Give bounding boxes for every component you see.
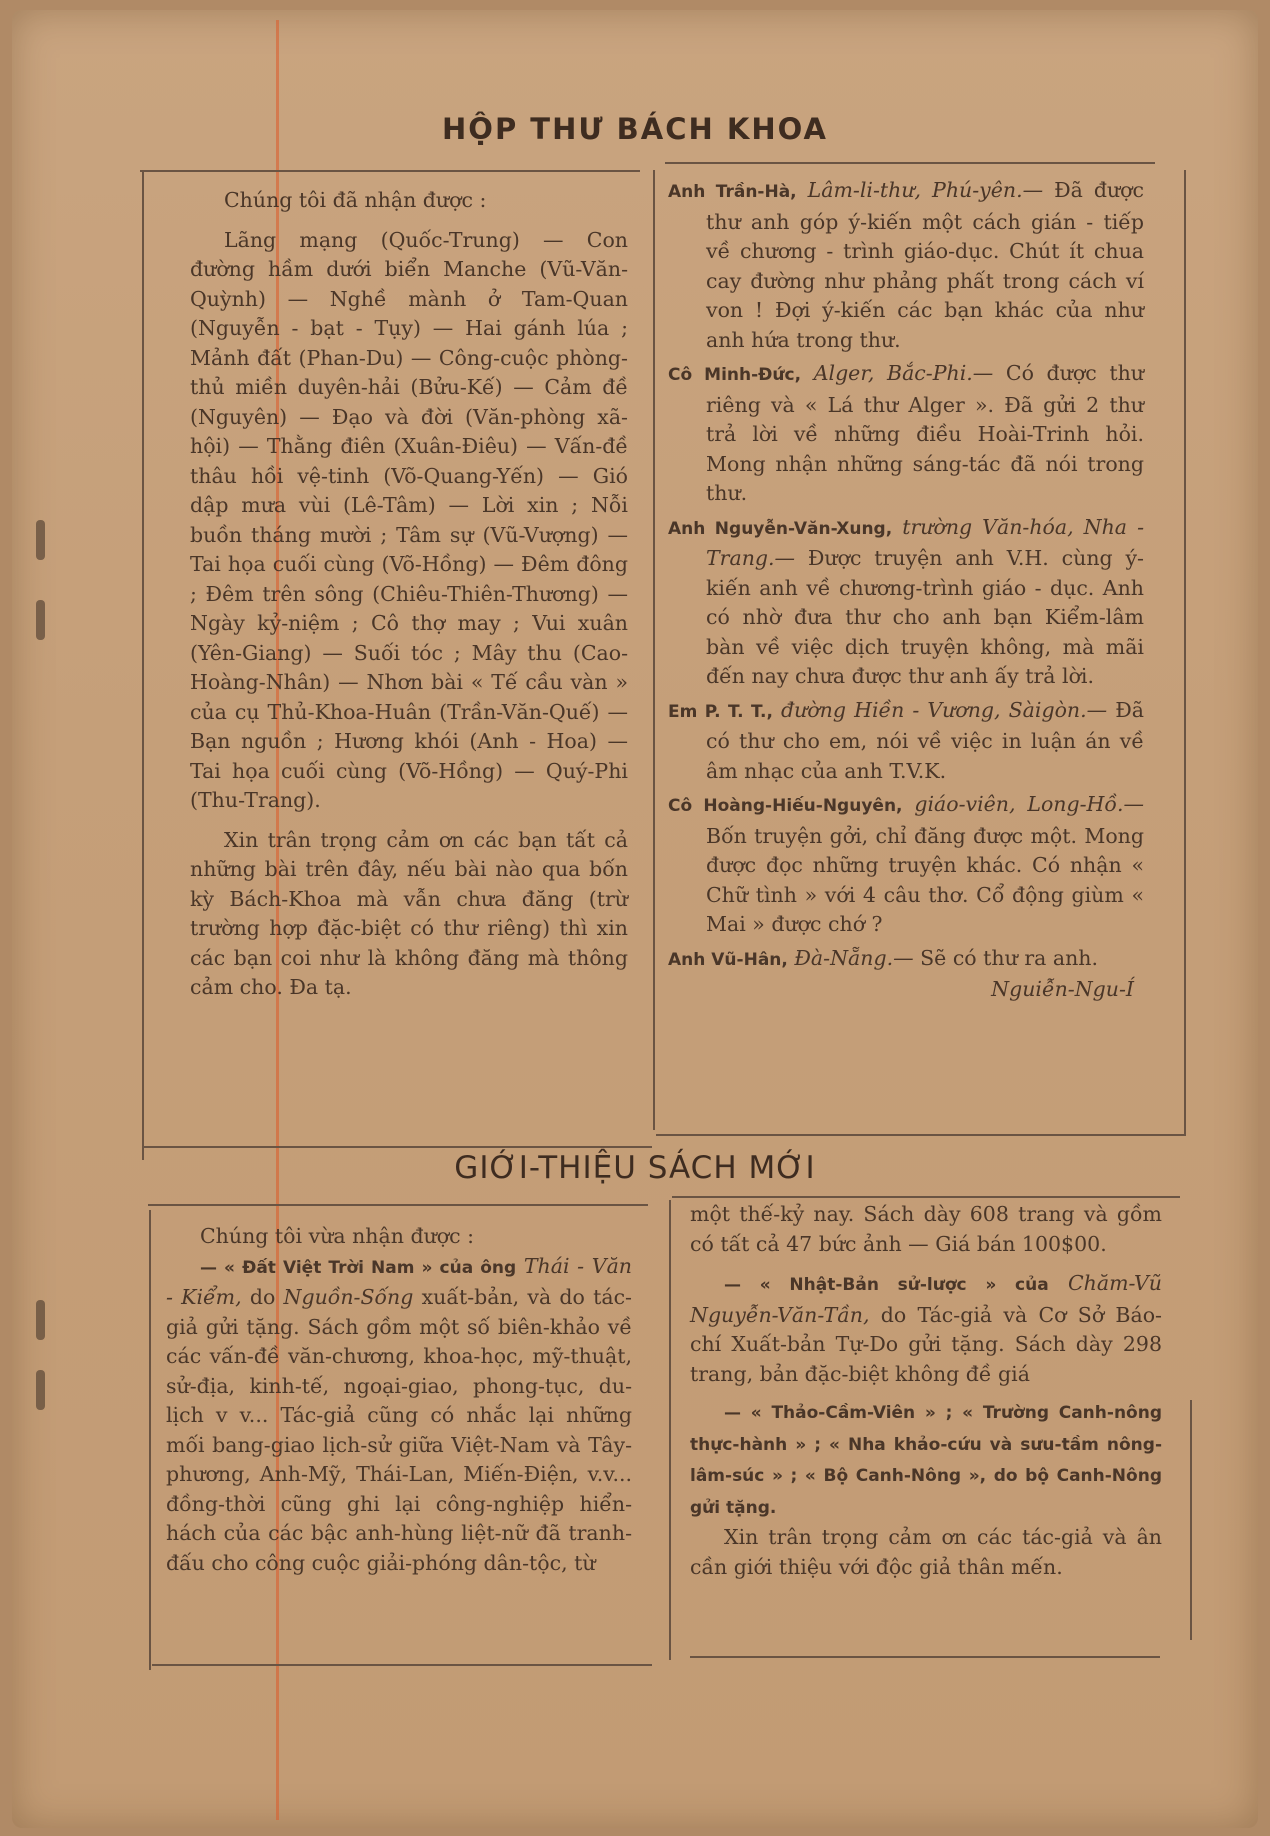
thanks-text: Xin trân trọng cảm ơn các bạn tất cả những bài trên đây, nếu bài nào qua bốn kỳ Bách-Khoa mà vẫn chưa đăng (trừ trường hợp đặc-biệt có thư riêng) thì xin các bạn coi như là không đăng mà thông cảm cho. Đa tạ. bbox=[190, 827, 628, 999]
punch-hole bbox=[36, 1370, 45, 1410]
letter-reply bbox=[668, 944, 1144, 976]
books-thanks: Xin trân trọng cảm ơn các tác-giả và ân cần giới thiệu với độc giả thân mến. bbox=[690, 1525, 1162, 1579]
column-divider bbox=[669, 1200, 671, 1660]
letter-reply bbox=[668, 790, 1144, 940]
letter-text: Bốn truyện gởi, chỉ đăng được một. Mong được đọc những truyện khác. Có nhận « Chữ tình » với 4 câu thơ. Cổ động giùm « Mai » được chớ ? bbox=[706, 823, 1144, 936]
section-title-books: GIỚI-THIỆU SÁCH MỚI bbox=[454, 1150, 816, 1186]
letter-place: trường Văn-hóa, Nha - Trang.— bbox=[706, 514, 1144, 570]
letter-text: Đã có thư cho em, nói về việc in luận án về âm nhạc của anh T.V.K. bbox=[706, 697, 1144, 783]
letter-text: Sẽ có thư ra anh. bbox=[920, 945, 1098, 970]
book-lead: — « Nhật-Bản sử-lược » của bbox=[724, 1275, 1049, 1295]
received-list: Lãng mạng (Quốc-Trung) — Con đường hầm dưới biển Manche (Vũ-Văn-Quỳnh) — Nghề mành ở Tam-Quan (Nguyễn - bạt - Tụy) — Hai gánh lúa ; Mảnh đất (Phan-Du) — Công-cuộc phòng-thủ miền duyên-hải (Bửu-Kế) — Cảm đề (Nguyên) — Đạo và đời (Văn-phòng xã-hội) — Thằng điên (Xuân-Điêu) — Vấn-đề thâu hồi vệ-tinh (Võ-Quang-Yến) — Gió dập mưa vùi (Lê-Tâm) — Lời xin ; Nỗi buồn tháng mười ; Tâm sự (Vũ-Vượng) — Tai họa cuối cùng (Võ-Hồng) — Đêm đông ; Đêm trên sông (Chiêu-Thiên-Thương) — Ngày kỷ-niệm ; Cô thợ may ; Vui xuân (Yên-Giang) — Suối tóc ; Mây thu (Cao-Hoàng-Nhân) — Nhơn bài « Tế cầu vàn » của cụ Thủ-Khoa-Huân (Trần-Văn-Quế) — Bạn nguồn ; Hương khói (Anh - Hoa) — Tai họa cuối cùng (Võ-Hồng) — Quý-Phi (Thu-Trang). bbox=[190, 227, 628, 812]
frame-rule bbox=[1184, 170, 1186, 1135]
book-connector: do bbox=[249, 1285, 276, 1309]
book-author: Thái - Văn - Kiểm, bbox=[166, 1253, 632, 1309]
books-left-column bbox=[166, 1222, 632, 1578]
book-description: do Tác-giả và Cơ Sở Báo-chí Xuất-bản Tự-Do gửi tặng. Sách dày 298 trang, bản đặc-biệt không đề giá bbox=[690, 1302, 1162, 1386]
letter-recipient: Cô Minh-Đức, bbox=[668, 365, 802, 385]
book-author: Chăm-Vũ Nguyễn-Văn-Tần, bbox=[690, 1271, 1162, 1327]
book-entry bbox=[690, 1397, 1162, 1523]
letter-recipient: Em P. T. T., bbox=[668, 701, 773, 722]
editor-signature: Nguiễn-Ngu-Í bbox=[991, 977, 1134, 1001]
letter-reply bbox=[668, 513, 1144, 692]
book-description-cont: một thế-kỷ nay. Sách dày 608 trang và gồm có tất cả 47 bức ảnh — Giá bán 100$00. bbox=[690, 1202, 1162, 1256]
letter-reply bbox=[668, 696, 1144, 787]
frame-rule bbox=[140, 170, 640, 172]
letter-text: Được truyện anh V.H. cùng ý-kiến anh về chương-trình giáo - dục. Anh có nhờ đưa thư cho anh bạn Kiểm-lâm bàn về việc dịch truyện không, mà mãi đến nay chưa được thư anh ấy trả lời. bbox=[706, 546, 1144, 688]
letter-place: giáo-viên, Long-Hồ.— bbox=[914, 792, 1144, 816]
punch-hole bbox=[36, 1300, 45, 1340]
letter-recipient: Anh Nguyễn-Văn-Xung, bbox=[668, 518, 893, 539]
letters-left-column bbox=[190, 186, 628, 1003]
book-entry bbox=[166, 1252, 632, 1579]
letter-place: Alger, Bắc-Phi.— bbox=[813, 361, 994, 385]
frame-rule bbox=[1190, 1400, 1192, 1640]
frame-rule bbox=[149, 1210, 151, 1670]
letter-text: Có được thư riêng và « Lá thư Alger ». Đã gửi 2 thư trả lời về những điều Hoài-Trinh hỏi. Mong nhận những sáng-tác đã nói trong thư. bbox=[706, 361, 1144, 505]
letter-reply bbox=[668, 359, 1144, 509]
book-entry bbox=[690, 1269, 1162, 1389]
letter-recipient: Cô Hoàng-Hiếu-Nguyên, bbox=[668, 796, 903, 816]
book-publisher: Nguồn-Sống bbox=[283, 1285, 414, 1309]
punch-hole bbox=[36, 520, 45, 560]
letters-right-column bbox=[668, 176, 1144, 1005]
letter-text: Đã được thư anh góp ý-kiến một cách gián - tiếp về chương - trình giáo-dục. Chút ít chua cay đường như phảng phất trong cách ví von ! Đợi ý-kiến các bạn khác của như anh hứa trong thư. bbox=[706, 178, 1144, 352]
frame-rule bbox=[690, 1656, 1160, 1658]
letter-reply bbox=[668, 176, 1144, 355]
frame-rule bbox=[656, 1134, 1186, 1136]
frame-rule bbox=[142, 1146, 652, 1148]
letter-place: đường Hiền - Vương, Sàigòn.— bbox=[781, 697, 1108, 722]
books-right-column bbox=[690, 1200, 1162, 1582]
punch-hole bbox=[36, 600, 45, 640]
frame-rule bbox=[665, 162, 1155, 164]
book-description: xuất-bản, và do tác-giả gửi tặng. Sách gồm một số biên-khảo về các vấn-đề văn-chương, khoa-học, mỹ-thuật, sử-địa, kinh-tế, ngoại-giao, phong-tục, du-lịch v v... Tác-giả cũng có nhắc lại những mối bang-giao lịch-sử giữa Việt-Nam và Tây-phương, Anh-Mỹ, Thái-Lan, Miến-Điện, v.v... đồng-thời cũng ghi lại công-nghiệp hiển-hách của các bậc anh-hùng liệt-nữ đã tranh-đấu cho công cuộc giải-phóng dân-tộc, từ bbox=[166, 1285, 632, 1575]
frame-rule bbox=[142, 170, 144, 1160]
books-intro: Chúng tôi vừa nhận được : bbox=[200, 1224, 475, 1248]
letter-place: Lâm-li-thư, Phú-yên.— bbox=[807, 178, 1044, 202]
frame-rule bbox=[148, 1204, 648, 1206]
column-divider bbox=[653, 170, 655, 1130]
page-title: HỘP THƯ BÁCH KHOA bbox=[442, 112, 828, 146]
frame-rule bbox=[672, 1196, 1180, 1198]
letter-recipient: Anh Trần-Hà, bbox=[668, 182, 797, 202]
intro-text: Chúng tôi đã nhận được : bbox=[224, 188, 487, 212]
frame-rule bbox=[152, 1664, 652, 1666]
book-lead: — « Đất Việt Trời Nam » của ông bbox=[200, 1257, 517, 1278]
letter-place: Đà-Nẵng.— bbox=[794, 945, 914, 970]
letter-recipient: Anh Vũ-Hân, bbox=[668, 949, 788, 970]
book-description: — « Thảo-Cầm-Viên » ; « Trường Canh-nông thực-hành » ; « Nha khảo-cứu và sưu-tầm nông-lâm-súc » ; « Bộ Canh-Nông », do bộ Canh-Nông gửi tặng. bbox=[690, 1403, 1162, 1518]
